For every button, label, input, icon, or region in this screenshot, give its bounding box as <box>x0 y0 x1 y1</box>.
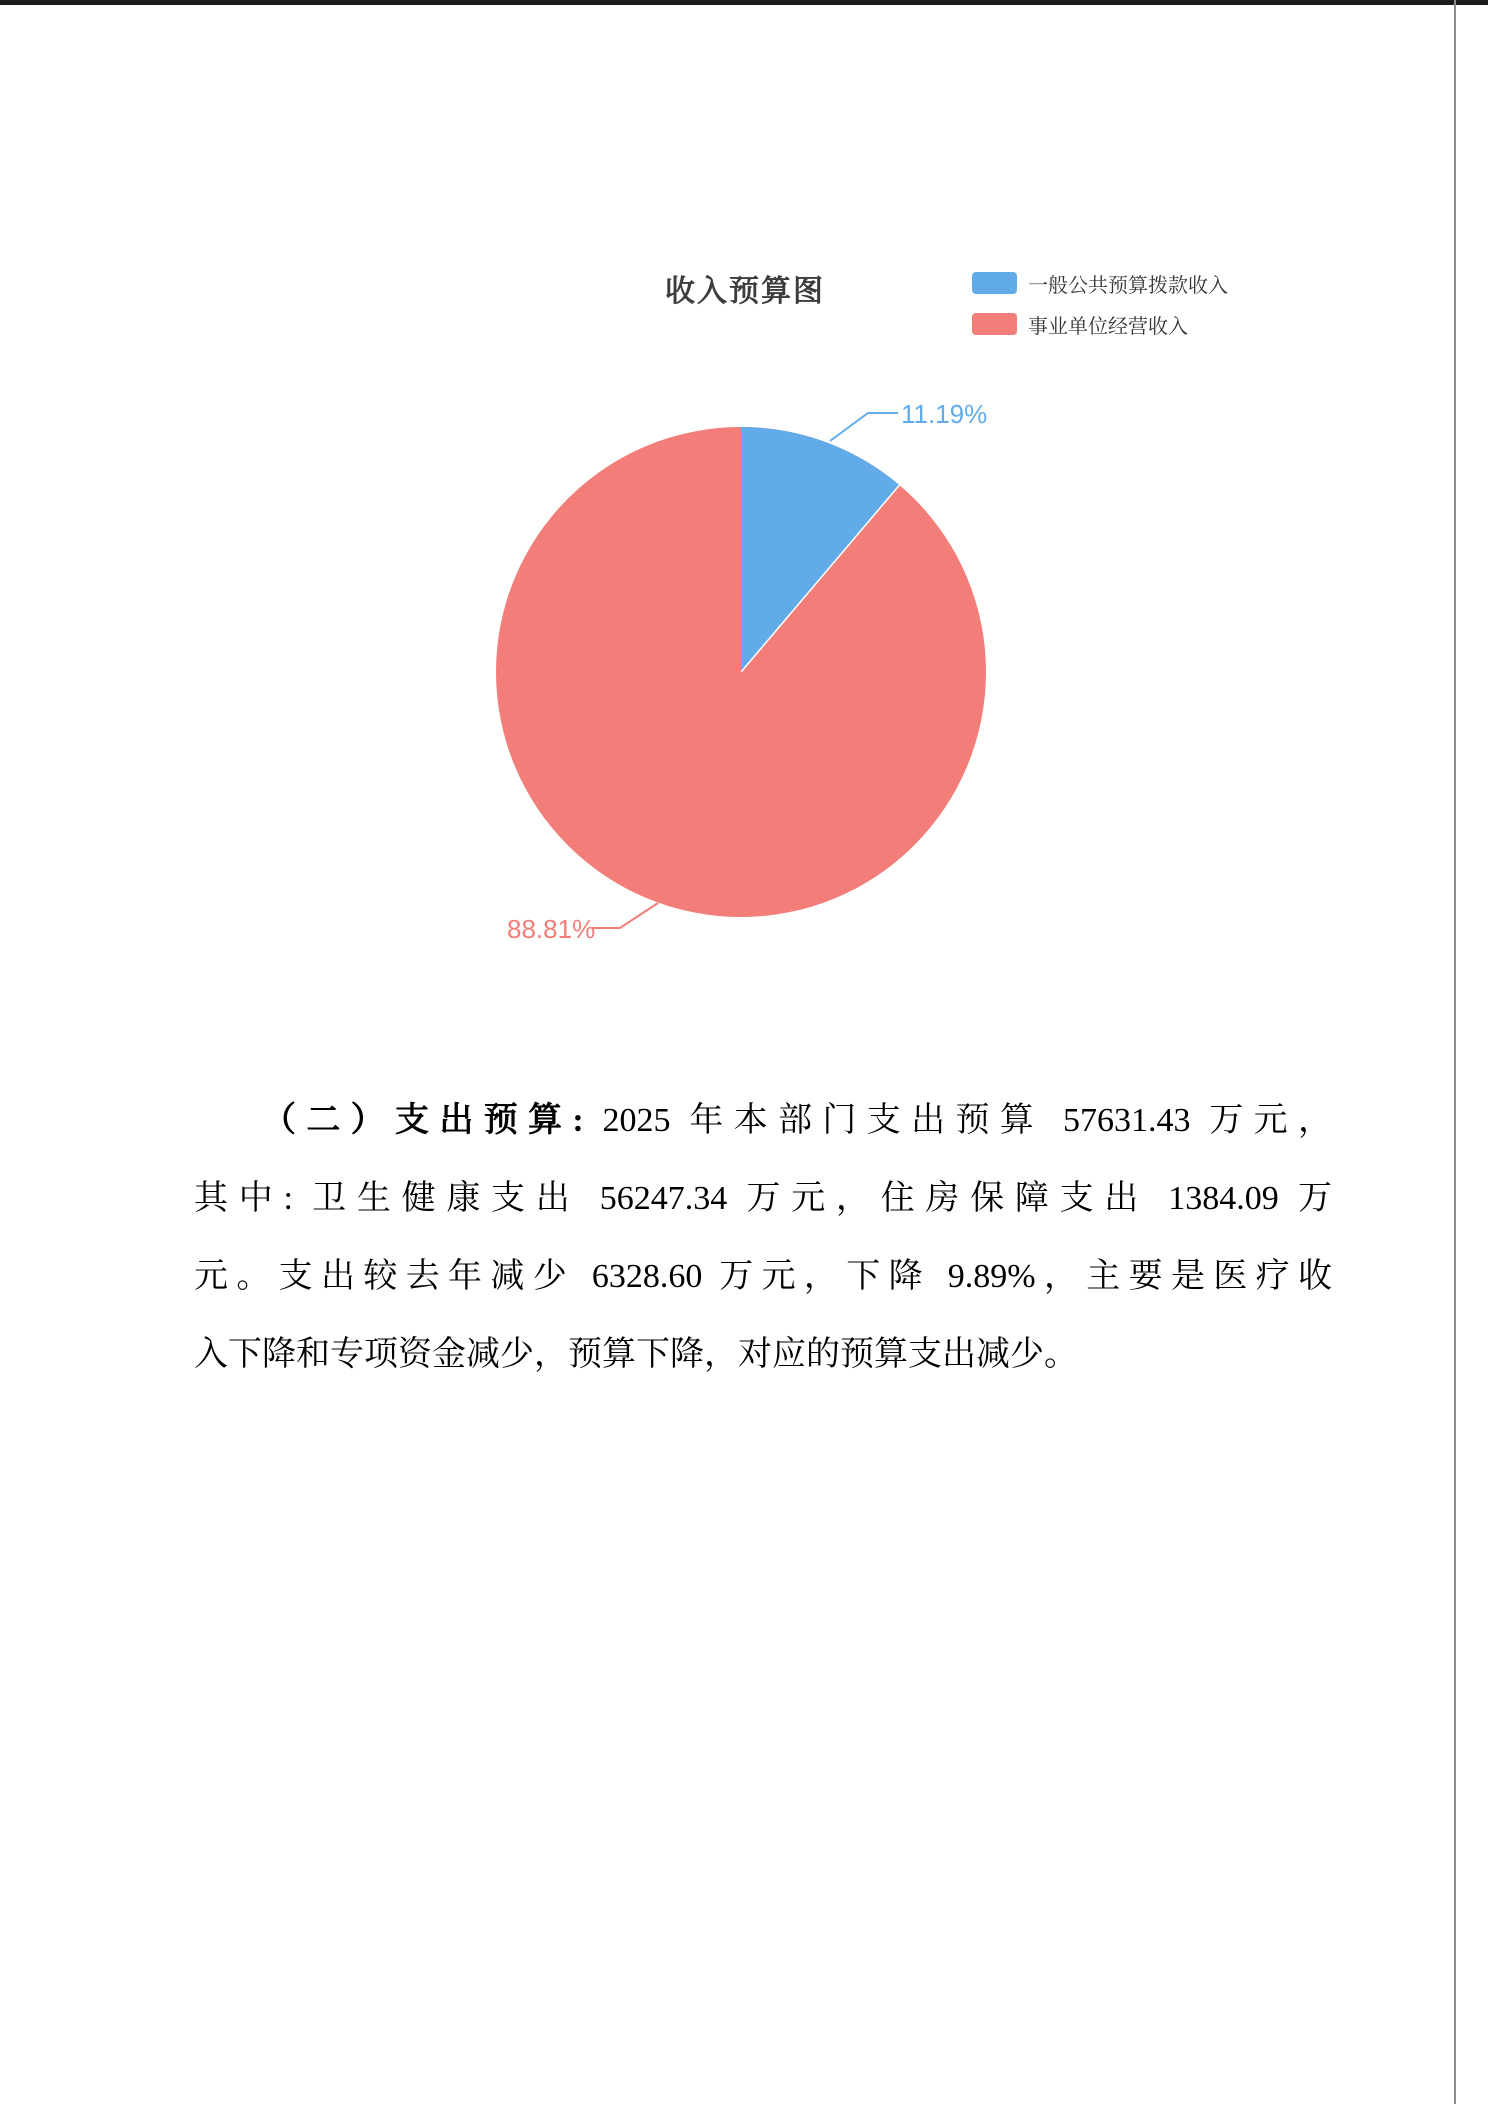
paragraph-line-1-rest: 2025 年本部门支出预算 57631.43 万元， <box>583 1102 1332 1139</box>
leader-line-general-budget <box>830 413 898 441</box>
legend-label-institution-income: 事业单位经营收入 <box>1028 315 1188 338</box>
leader-line-institution-income <box>592 903 658 928</box>
paragraph-line-2: 其中: 卫生健康支出 56247.34 万元，住房保障支出 1384.09 万 <box>194 1180 1332 1217</box>
paragraph-line-4: 入下降和专项资金减少，预算下降，对应的预算支出减少。 <box>194 1336 1078 1373</box>
pie-label-institution-income-pct: 88.81% <box>507 914 596 944</box>
paragraph-bold-lead: （二）支出预算: <box>262 1102 584 1139</box>
paragraph-line-3: 元。支出较去年减少 6328.60 万元，下降 9.89%，主要是医疗收 <box>194 1258 1332 1295</box>
expenditure-budget-paragraph <box>194 1082 1332 1394</box>
paragraph-line-1 <box>194 1082 1332 1160</box>
chart-title: 收入预算图 <box>665 275 825 308</box>
pie-label-general-budget-pct: 11.19% <box>901 399 988 429</box>
legend-label-general-budget: 一般公共预算拨款收入 <box>1028 274 1228 297</box>
